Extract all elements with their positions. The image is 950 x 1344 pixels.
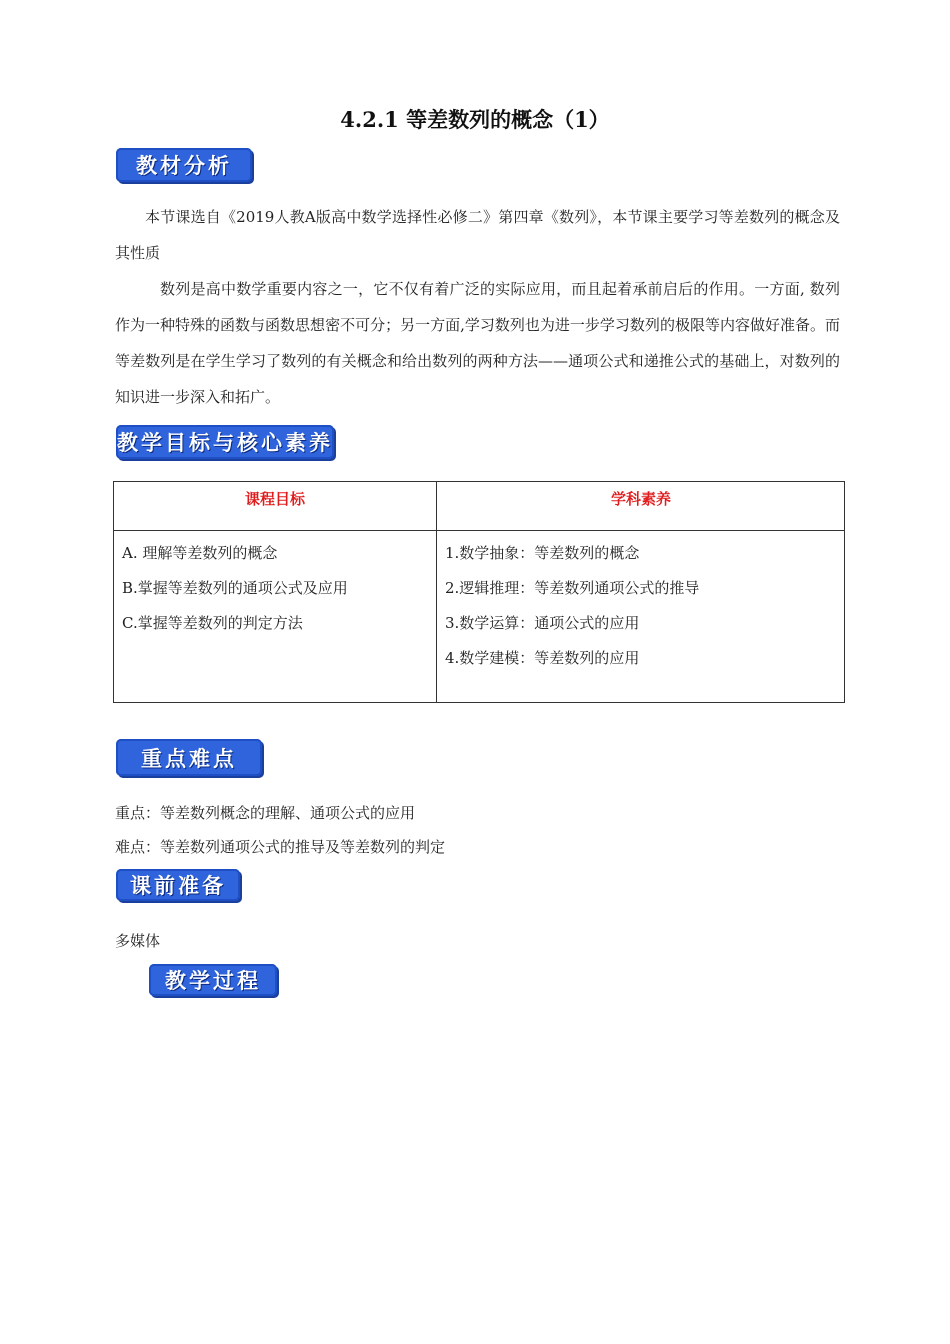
goal-item: B.掌握等差数列的通项公式及应用 bbox=[122, 579, 348, 597]
literacy-list bbox=[445, 536, 699, 676]
section-badge-keypoints: 重点难点 bbox=[116, 739, 262, 776]
focus-text: 重点：等差数列概念的理解、通项公式的应用 bbox=[115, 804, 416, 822]
literacy-item: 2.逻辑推理：等差数列通项公式的推导 bbox=[445, 579, 700, 597]
objectives-table bbox=[113, 481, 845, 703]
analysis-text bbox=[115, 199, 840, 415]
analysis-paragraph-1: 本节课选自《2019人教A版高中数学选择性必修二》第四章《数列》，本节课主要学习等差数列的概念及其性质 bbox=[115, 208, 840, 262]
goal-item: A. 理解等差数列的概念 bbox=[122, 544, 278, 562]
analysis-paragraph-2: 数列是高中数学重要内容之一，它不仅有着广泛的实际应用，而且起着承前启后的作用。一方面, 数列作为一种特殊的函数与函数思想密不可分；另一方面,学习数列也为进一步学习数列的极限等内容做好准备。而等差数列是在学生学习了数列的有关概念和给出数列的两种方法——通项公式和递推公式的基础上，对数列的知识进一步深入和拓广。 bbox=[115, 280, 840, 406]
goals-list bbox=[122, 536, 348, 641]
table-header-goals: 课程目标 bbox=[244, 490, 305, 508]
literacy-item: 1.数学抽象：等差数列的概念 bbox=[445, 544, 640, 562]
preparation-text: 多媒体 bbox=[115, 932, 161, 950]
goal-item: C.掌握等差数列的判定方法 bbox=[122, 614, 303, 632]
section-badge-preparation: 课前准备 bbox=[116, 869, 240, 901]
table-divider-horizontal bbox=[114, 530, 844, 531]
table-header-literacy: 学科素养 bbox=[610, 490, 671, 508]
section-badge-analysis: 教材分析 bbox=[116, 148, 252, 182]
section-badge-process: 教学过程 bbox=[149, 964, 277, 996]
literacy-item: 3.数学运算：通项公式的应用 bbox=[445, 614, 640, 632]
table-divider-vertical bbox=[436, 482, 437, 702]
literacy-item: 4.数学建模：等差数列的应用 bbox=[445, 649, 640, 667]
difficulty-text: 难点：等差数列通项公式的推导及等差数列的判定 bbox=[115, 838, 446, 856]
page-title: 4.2.1 等差数列的概念（1） bbox=[340, 107, 610, 132]
section-badge-objectives: 教学目标与核心素养 bbox=[116, 425, 334, 459]
